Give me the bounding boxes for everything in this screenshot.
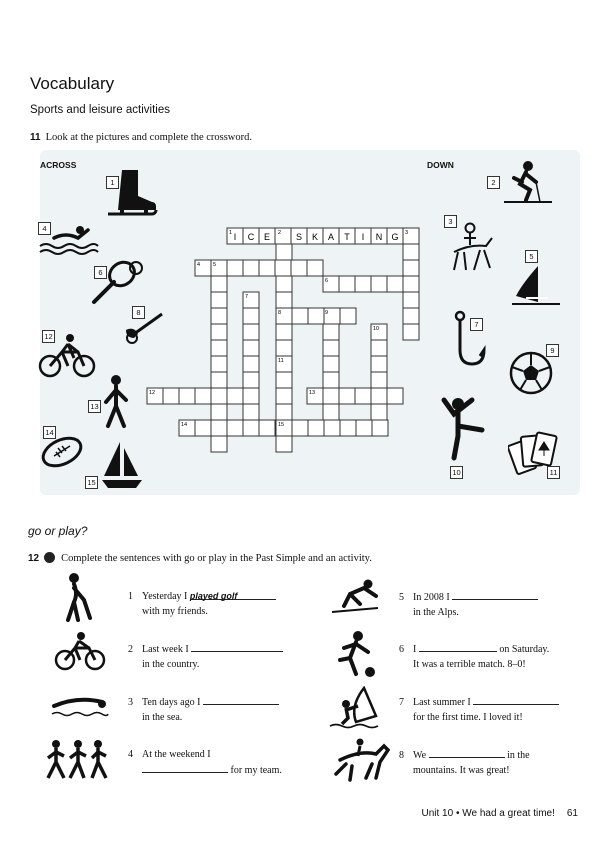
clue-number-1: 1	[106, 176, 119, 189]
crossword-letter: C	[247, 232, 255, 242]
crossword-cell[interactable]	[243, 372, 259, 388]
crossword-cell[interactable]	[243, 356, 259, 372]
crossword-clue-number: 14	[181, 422, 188, 428]
crossword-cell[interactable]	[276, 340, 292, 356]
sentence-text: Ten days ago I	[142, 697, 201, 708]
crossword-cell[interactable]	[227, 388, 243, 404]
crossword-cell[interactable]	[211, 324, 227, 340]
crossword-cell[interactable]	[243, 292, 259, 308]
football-icon	[508, 350, 554, 396]
crossword-letter: E	[263, 232, 271, 242]
crossword-cell[interactable]	[371, 404, 387, 420]
crossword-cell[interactable]	[355, 276, 371, 292]
crossword-cell[interactable]	[292, 420, 308, 436]
runners-icon	[44, 738, 110, 784]
clue-number-7: 7	[470, 318, 483, 331]
sentence-text: mountains. It was great!	[413, 765, 510, 776]
example-answer: played golf	[189, 591, 238, 601]
down-label: DOWN	[427, 160, 454, 170]
audio-icon	[44, 552, 55, 563]
crossword-cell[interactable]	[259, 420, 275, 436]
crossword-letter: K	[311, 232, 319, 242]
crossword-cell[interactable]	[307, 228, 323, 244]
crossword-cell[interactable]	[403, 260, 419, 276]
crossword-cell[interactable]	[211, 388, 227, 404]
crossword-cell[interactable]	[243, 404, 259, 420]
swimmer-icon	[50, 694, 110, 720]
crossword-clue-number: 11	[278, 358, 284, 364]
crossword-cell[interactable]	[179, 388, 195, 404]
sentence-text: in the	[507, 750, 530, 761]
crossword-cell[interactable]	[324, 420, 340, 436]
crossword-clue-number: 6	[325, 278, 329, 284]
clue-number-4: 4	[38, 222, 51, 235]
sentence-text: I	[413, 644, 417, 655]
sentence-text: in the country.	[142, 659, 200, 670]
sentence-text: in the sea.	[142, 712, 183, 723]
crossword-letter: I	[361, 232, 365, 242]
skier-icon	[502, 160, 554, 206]
clue-number-11: 11	[547, 466, 560, 479]
footer-unit: Unit 10 • We had a great time!	[421, 808, 555, 819]
answer-blank[interactable]	[142, 762, 228, 773]
golfer-icon	[60, 572, 100, 622]
crossword-cell[interactable]	[259, 228, 275, 244]
crossword-cell[interactable]	[179, 420, 195, 436]
crossword-cell[interactable]	[276, 420, 292, 436]
crossword-cell[interactable]	[227, 260, 243, 276]
exercise-11-instruction	[30, 132, 252, 143]
crossword-cell[interactable]	[211, 308, 227, 324]
crossword-cell[interactable]	[211, 276, 227, 292]
answer-blank[interactable]	[191, 641, 283, 652]
crossword-cell[interactable]	[340, 308, 356, 324]
playing-cards-icon	[508, 428, 560, 478]
sentence-1	[128, 589, 276, 619]
crossword-cell[interactable]	[211, 340, 227, 356]
crossword-cell[interactable]	[355, 228, 371, 244]
crossword-cell[interactable]	[276, 324, 292, 340]
crossword-cell[interactable]	[243, 228, 259, 244]
crossword-cell[interactable]	[211, 356, 227, 372]
crossword-cell[interactable]	[307, 260, 323, 276]
crossword-cell[interactable]	[387, 388, 403, 404]
crossword-cell[interactable]	[371, 372, 387, 388]
crossword-cell[interactable]	[340, 420, 356, 436]
crossword-cell[interactable]	[243, 308, 259, 324]
crossword-cell[interactable]	[403, 292, 419, 308]
crossword-cell[interactable]	[323, 340, 339, 356]
crossword-cell[interactable]	[243, 388, 259, 404]
crossword-cell[interactable]	[195, 260, 211, 276]
crossword-clue-number: 12	[149, 390, 156, 396]
crossword-clue-number: 2	[278, 230, 282, 236]
crossword-letter: A	[327, 232, 335, 242]
crossword-letter: N	[375, 232, 383, 242]
sentence-text: At the weekend I	[142, 749, 211, 760]
fishing-hook-icon	[446, 310, 492, 370]
sentence-text: It was a terrible match. 8–0!	[413, 659, 526, 670]
crossword-letter: I	[233, 232, 237, 242]
sentence-number: 7	[399, 697, 404, 708]
sentence-text: for the first time. I loved it!	[413, 712, 523, 723]
crossword-cell[interactable]	[308, 420, 324, 436]
sentence-number: 3	[128, 697, 133, 708]
crossword-cell[interactable]	[276, 292, 292, 308]
cyclist-icon	[38, 334, 98, 378]
crossword-cell[interactable]	[211, 260, 227, 276]
crossword-cell[interactable]	[276, 372, 292, 388]
crossword-cell[interactable]	[211, 292, 227, 308]
exercise-number: 12	[28, 553, 40, 564]
clue-number-14: 14	[43, 426, 56, 439]
crossword-clue-number: 15	[278, 422, 285, 428]
crossword-clue-number: 13	[309, 390, 316, 396]
crossword-cell[interactable]	[403, 244, 419, 260]
sentence-number: 2	[128, 644, 133, 655]
rugby-ball-icon	[38, 434, 86, 470]
crossword-cell[interactable]	[211, 436, 227, 452]
crossword-cell[interactable]	[323, 228, 339, 244]
clue-number-5: 5	[525, 250, 538, 263]
crossword-cell[interactable]	[259, 260, 275, 276]
crossword-cell[interactable]	[371, 324, 387, 340]
crossword-letter: G	[391, 232, 399, 242]
crossword-cell[interactable]	[323, 356, 339, 372]
crossword-cell[interactable]	[403, 324, 419, 340]
crossword-cell[interactable]	[211, 420, 227, 436]
sailboat-icon	[100, 440, 144, 492]
answer-blank[interactable]	[452, 589, 538, 600]
crossword-cell[interactable]	[355, 388, 371, 404]
answer-blank[interactable]	[203, 694, 279, 705]
crossword-cell[interactable]	[276, 308, 292, 324]
crossword-cell[interactable]	[356, 420, 372, 436]
sentence-3	[128, 694, 279, 725]
crossword-cell[interactable]	[323, 372, 339, 388]
clue-number-12: 12	[42, 330, 55, 343]
sentence-number: 5	[399, 592, 404, 603]
sentence-text: in the Alps.	[413, 607, 459, 618]
crossword-cell[interactable]	[243, 260, 259, 276]
swimmer-icon	[38, 222, 100, 256]
ice-skate-icon	[104, 168, 162, 220]
crossword-cell[interactable]	[323, 276, 339, 292]
crossword-letter: S	[295, 232, 303, 242]
page-subtitle: Sports and leisure activities	[30, 104, 170, 116]
sentence-text: Last summer I	[413, 697, 471, 708]
crossword-cell[interactable]	[339, 276, 355, 292]
crossword-cell[interactable]	[276, 276, 292, 292]
skier-icon	[330, 578, 382, 618]
clue-number-9: 9	[546, 344, 559, 357]
crossword-cell[interactable]	[292, 308, 308, 324]
crossword-cell[interactable]	[323, 324, 339, 340]
crossword-cell[interactable]	[195, 420, 211, 436]
sailing-icon	[512, 262, 562, 308]
crossword-cell[interactable]	[371, 276, 387, 292]
horse-rider-icon	[446, 222, 496, 274]
sentence-text: We	[413, 750, 427, 761]
crossword-cell[interactable]	[324, 308, 340, 324]
crossword-cell[interactable]	[323, 404, 339, 420]
crossword-clue-number: 3	[405, 230, 409, 236]
windsurfer-icon	[328, 686, 384, 732]
answer-blank[interactable]	[429, 747, 505, 758]
crossword-cell[interactable]	[403, 276, 419, 292]
crossword-cell[interactable]	[276, 356, 292, 372]
sentence-text: Yesterday I	[142, 591, 188, 602]
crossword-cell[interactable]	[227, 228, 243, 244]
crossword-cell[interactable]	[243, 340, 259, 356]
crossword-cell[interactable]	[339, 228, 355, 244]
crossword-cell[interactable]	[291, 260, 307, 276]
sentence-number: 6	[399, 644, 404, 655]
across-label: ACROSS	[40, 160, 77, 170]
answer-blank[interactable]	[473, 694, 559, 705]
section-title-go-or-play: go or play?	[28, 524, 88, 538]
clue-number-8: 8	[132, 306, 145, 319]
clue-number-15: 15	[85, 476, 98, 489]
crossword-cell[interactable]	[211, 372, 227, 388]
crossword-cell[interactable]	[147, 388, 163, 404]
exercise-12-instruction	[28, 552, 372, 564]
answer-blank[interactable]	[419, 641, 497, 652]
crossword-cell[interactable]	[403, 308, 419, 324]
crossword-clue-number: 1	[229, 230, 233, 236]
crossword-clue-number: 7	[245, 294, 249, 300]
crossword-cell[interactable]	[275, 228, 291, 244]
sentence-number: 8	[399, 750, 404, 761]
clue-number-13: 13	[88, 400, 101, 413]
crossword-cell[interactable]	[371, 340, 387, 356]
footballer-icon	[334, 630, 380, 680]
page-footer	[421, 808, 578, 819]
page-title: Vocabulary	[30, 74, 115, 93]
crossword-cell[interactable]	[387, 228, 403, 244]
crossword-cell[interactable]	[371, 356, 387, 372]
crossword-cell[interactable]	[307, 388, 323, 404]
crossword-cell[interactable]	[387, 276, 403, 292]
sentence-2	[128, 641, 283, 672]
cyclist-icon	[54, 632, 106, 672]
horse-rider-icon	[330, 738, 390, 784]
crossword-clue-number: 9	[325, 310, 329, 316]
exercise-number: 11	[30, 132, 41, 143]
crossword-cell[interactable]	[276, 388, 292, 404]
clue-number-10: 10	[450, 466, 463, 479]
sentence-text: In 2008 I	[413, 592, 450, 603]
crossword-cell[interactable]	[276, 436, 292, 452]
sentence-6	[399, 641, 549, 672]
sentence-text: on Saturday.	[499, 644, 550, 655]
crossword-clue-number: 5	[213, 262, 217, 268]
crossword-cell[interactable]	[372, 420, 388, 436]
sentence-8	[399, 747, 530, 778]
sentence-5	[399, 589, 538, 620]
tennis-racket-icon	[90, 258, 146, 306]
sentence-number: 4	[128, 749, 133, 760]
crossword-cell[interactable]	[371, 388, 387, 404]
golf-club-icon	[116, 310, 166, 346]
crossword-cell[interactable]	[339, 388, 355, 404]
crossword-cell[interactable]	[243, 324, 259, 340]
instruction-text: Look at the pictures and complete the crossword.	[45, 132, 253, 143]
crossword-cell[interactable]	[275, 260, 291, 276]
crossword-clue-number: 10	[373, 326, 380, 332]
sentence-7	[399, 694, 559, 725]
sentence-4	[128, 747, 282, 778]
crossword-cell[interactable]	[243, 420, 259, 436]
crossword-clue-number: 4	[197, 262, 201, 268]
clue-number-2: 2	[487, 176, 500, 189]
answer-blank[interactable]	[190, 589, 276, 600]
crossword-cell[interactable]	[211, 404, 227, 420]
gymnast-icon	[440, 396, 488, 462]
crossword-cell[interactable]	[195, 388, 211, 404]
crossword-cell[interactable]	[291, 228, 307, 244]
crossword-cell[interactable]	[371, 228, 387, 244]
crossword-cell[interactable]	[276, 244, 292, 260]
clue-number-6: 6	[94, 266, 107, 279]
crossword-cell[interactable]	[323, 388, 339, 404]
crossword-letter: T	[344, 232, 350, 242]
clue-number-3: 3	[444, 215, 457, 228]
sentence-text: for my team.	[230, 765, 282, 776]
sentence-number: 1	[128, 591, 133, 602]
crossword-clue-number: 8	[278, 310, 282, 316]
sentence-text: with my friends.	[142, 606, 208, 617]
crossword-cell[interactable]	[308, 308, 324, 324]
crossword-cell[interactable]	[276, 404, 292, 420]
crossword-cell[interactable]	[403, 228, 419, 244]
crossword-cell[interactable]	[163, 388, 179, 404]
instruction-text: Complete the sentences with go or play in the Past Simple and an activity.	[61, 553, 372, 564]
crossword-cell[interactable]	[227, 420, 243, 436]
sentence-text: Last week I	[142, 644, 189, 655]
walker-icon	[98, 374, 134, 430]
page-number: 61	[566, 808, 578, 819]
